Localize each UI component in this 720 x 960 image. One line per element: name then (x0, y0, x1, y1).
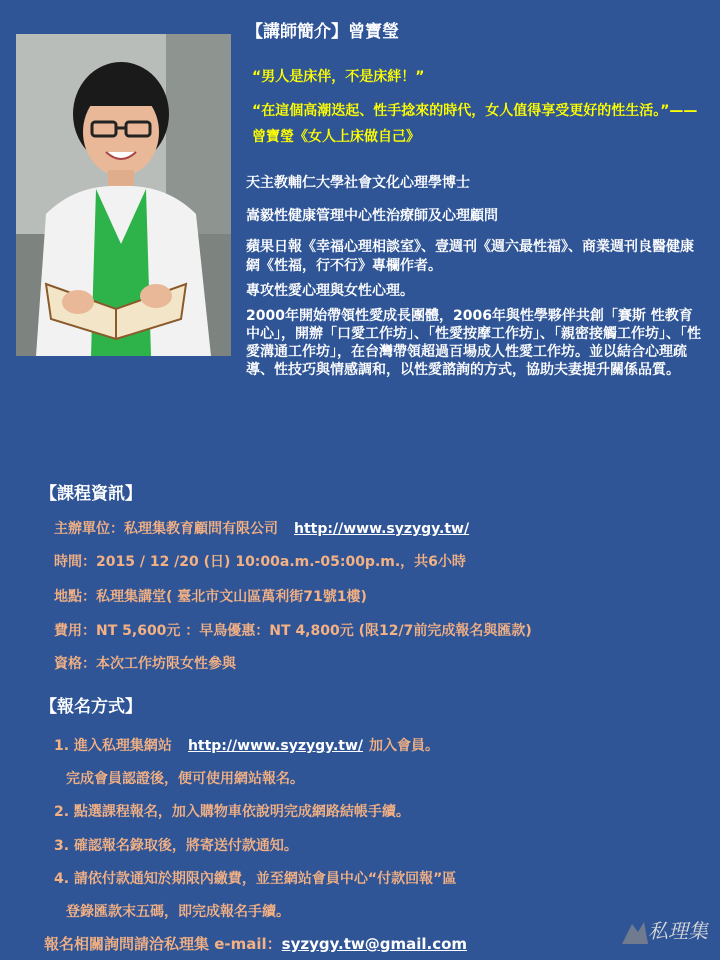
contact-line (44, 933, 467, 954)
logo-text: 私理集 (648, 919, 708, 943)
syzygy-logo (618, 914, 710, 954)
step1-prefix: 1. 進入私理集網站 (54, 738, 172, 754)
credential-doctorate: 天主教輔仁大學社會文化心理學博士 (246, 175, 470, 191)
step1-suffix: 加入會員。 (369, 738, 440, 754)
credential-therapist: 嵩毅性健康管理中心性治療師及心理顧問 (246, 208, 498, 224)
course-organizer (54, 518, 469, 538)
contact-label: 報名相關詢問請洽私理集 e-mail： (44, 935, 282, 953)
step1-link[interactable]: http://www.syzygy.tw/ (187, 738, 364, 754)
contact-email[interactable]: syzygy.tw@gmail.com (281, 935, 468, 953)
organizer-label: 主辦單位：私理集教育顧問有限公司 (54, 521, 278, 537)
registration-step-4-cont: 登錄匯款末五碼，即完成報名手續。 (66, 904, 290, 920)
course-heading: 【課程資訊】 (40, 484, 142, 504)
course-location: 地點：私理集講堂( 臺北市文山區萬利街71號1樓) (54, 589, 367, 605)
instructor-quote-2: “在這個高潮迭起、性手捻來的時代，女人值得享受更好的性生活。”——曾寶瑩《女人上床做自己》 (252, 103, 698, 145)
course-eligibility: 資格：本次工作坊限女性參與 (54, 656, 236, 672)
credential-specialty: 專攻性愛心理與女性心理。 (246, 283, 414, 299)
instructor-bio (246, 20, 706, 379)
registration-step-4: 4. 請依付款通知於期限內繳費，並至網站會員中心“付款回報”區 (54, 871, 457, 887)
registration-step-1-cont: 完成會員認證後，便可使用網站報名。 (66, 771, 304, 787)
instructor-title: 【講師簡介】曾寶瑩 (246, 22, 399, 42)
instructor-photo (16, 34, 231, 356)
credential-history: 2000年開始帶領性愛成長團體，2006年與性學夥伴共創「賽斯 性教育中心」，開辦「口愛工作坊」、「性愛按摩工作坊」、「親密接觸工作坊」、「性愛溝通工作坊」，在台灣帶領超過百場成人性愛工作坊。並以結合心理疏導、性技巧與情感調和，以性愛諮詢的方式，協助夫妻提升關係品質。 (246, 308, 701, 378)
registration-step-1 (54, 735, 439, 755)
credential-columnist: 蘋果日報《幸福心理相談室》、壹週刊《週六最性福》、商業週刊良醫健康網《性福，行不行》專欄作者。 (246, 239, 694, 274)
registration-step-2: 2. 點選課程報名，加入購物車依說明完成網路結帳手續。 (54, 804, 410, 820)
registration-heading: 【報名方式】 (40, 697, 142, 717)
course-time: 時間：2015 / 12 /20 (日) 10:00a.m.-05:00p.m.，共6小時 (54, 554, 466, 570)
course-fee: 費用：NT 5,600元 ：早鳥優惠：NT 4,800元 (限12/7前完成報名與匯款) (54, 623, 532, 639)
instructor-quote-1: “男人是床伴，不是床絆！” (252, 69, 425, 85)
organizer-link[interactable]: http://www.syzygy.tw/ (294, 521, 470, 537)
registration-step-3: 3. 確認報名錄取後，將寄送付款通知。 (54, 838, 298, 854)
